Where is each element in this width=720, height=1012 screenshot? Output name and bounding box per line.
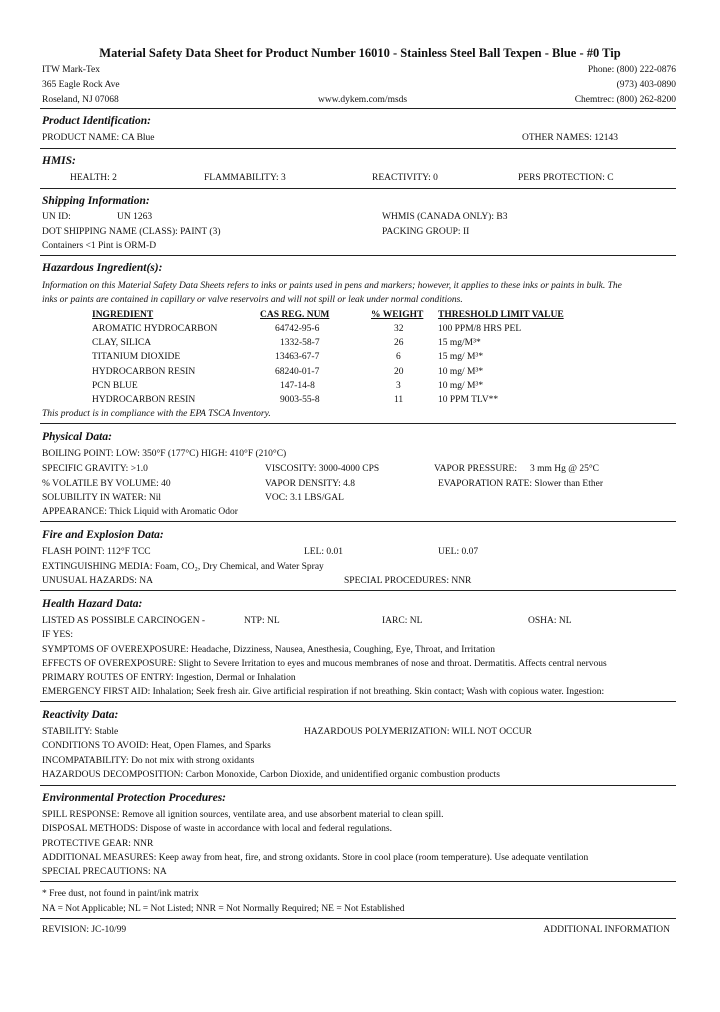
ingredient-tlv: 10 PPM TLV** bbox=[438, 395, 499, 405]
routes-of-entry: PRIMARY ROUTES OF ENTRY: Ingestion, Dermal or Inhalation bbox=[42, 673, 296, 683]
vapor-pressure-value: 3 mm Hg @ 25°C bbox=[530, 464, 600, 474]
ingredient-name: AROMATIC HYDROCARBON bbox=[92, 324, 218, 334]
vapor-pressure-label: VAPOR PRESSURE: bbox=[434, 464, 517, 474]
stability: STABILITY: Stable bbox=[42, 727, 119, 737]
if-yes: IF YES: bbox=[42, 630, 74, 640]
section-heading-health: Health Hazard Data: bbox=[42, 598, 143, 610]
col-header-tlv: THRESHOLD LIMIT VALUE bbox=[438, 310, 564, 320]
lel: LEL: 0.01 bbox=[304, 547, 344, 557]
voc: VOC: 3.1 LBS/GAL bbox=[265, 493, 344, 503]
document-title: Material Safety Data Sheet for Product Number 16010 - Stainless Steel Ball Texpen - Blue - #0 Tip bbox=[99, 46, 621, 60]
hazard-note-line2: inks or paints are contained in capillary or valve reservoirs and will not spill or leak under normal conditions. bbox=[42, 295, 463, 305]
overexposure-effects: EFFECTS OF OVEREXPOSURE: Slight to Severe Irritation to eyes and mucous membranes of nose and throat. Dermatitis. Affects central nervous bbox=[42, 659, 607, 669]
footnote-free-dust: * Free dust, not found in paint/ink matrix bbox=[42, 889, 199, 899]
section-heading-fire: Fire and Explosion Data: bbox=[42, 529, 164, 541]
col-header-ingredient: INGREDIENT bbox=[92, 310, 154, 320]
ingredient-weight: 11 bbox=[394, 395, 404, 405]
divider bbox=[40, 590, 676, 591]
unusual-hazards: UNUSUAL HAZARDS: NA bbox=[42, 576, 154, 586]
hmis-reactivity: REACTIVITY: 0 bbox=[372, 173, 438, 183]
ingredient-name: CLAY, SILICA bbox=[92, 338, 152, 348]
company-phone: Phone: (800) 222-0876 bbox=[587, 65, 676, 75]
additional-information: ADDITIONAL INFORMATION bbox=[543, 925, 670, 935]
divider bbox=[40, 881, 676, 882]
special-precautions: SPECIAL PRECAUTIONS: NA bbox=[42, 867, 167, 877]
possible-carcinogen: LISTED AS POSSIBLE CARCINOGEN - bbox=[42, 616, 206, 626]
company-website[interactable]: www.dykem.com/msds bbox=[318, 95, 408, 105]
solubility-in-water: SOLUBILITY IN WATER: Nil bbox=[42, 493, 162, 503]
section-heading-environmental: Environmental Protection Procedures: bbox=[42, 792, 226, 804]
hmis-health: HEALTH: 2 bbox=[70, 173, 117, 183]
ingredient-name: HYDROCARBON RESIN bbox=[92, 367, 196, 377]
packing-group: PACKING GROUP: II bbox=[382, 227, 470, 237]
overexposure-symptoms: SYMPTOMS OF OVEREXPOSURE: Headache, Dizziness, Nausea, Anesthesia, Coughing, Eye, Throat, and Irritation bbox=[42, 645, 495, 655]
ingredient-cas: 64742-95-6 bbox=[275, 324, 320, 334]
hmis-flammability: FLAMMABILITY: 3 bbox=[204, 173, 286, 183]
un-id-label: UN ID: bbox=[42, 212, 71, 222]
chemtrec-phone: Chemtrec: (800) 262-8200 bbox=[574, 95, 676, 105]
col-header-cas: CAS REG. NUM bbox=[260, 310, 330, 320]
hazard-note-line1: Information on this Material Safety Data Sheets refers to inks or paints used in pens and markers; however, it applies to these inks or paints in bulk. The bbox=[42, 281, 622, 291]
containers-note: Containers <1 Pint is ORM-D bbox=[42, 241, 157, 251]
volatile-by-volume: % VOLATILE BY VOLUME: 40 bbox=[42, 479, 171, 489]
section-heading-hazardous: Hazardous Ingredient(s): bbox=[42, 262, 163, 274]
ingredient-tlv: 100 PPM/8 HRS PEL bbox=[438, 324, 522, 334]
disposal-methods: DISPOSAL METHODS: Dispose of waste in accordance with local and federal regulations. bbox=[42, 824, 393, 834]
tsca-compliance: This product is in compliance with the EPA TSCA Inventory. bbox=[42, 409, 271, 419]
un-id-value: UN 1263 bbox=[117, 212, 153, 222]
iarc-listing: IARC: NL bbox=[382, 616, 423, 626]
section-heading-shipping: Shipping Information: bbox=[42, 195, 150, 207]
boiling-point: BOILING POINT: LOW: 350°F (177°C) HIGH: 410°F (210°C) bbox=[42, 449, 287, 459]
flash-point: FLASH POINT: 112°F TCC bbox=[42, 547, 151, 557]
incompatability: INCOMPATABILITY: Do not mix with strong oxidants bbox=[42, 756, 255, 766]
ingredient-weight: 26 bbox=[394, 338, 404, 348]
specific-gravity: SPECIFIC GRAVITY: >1.0 bbox=[42, 464, 148, 474]
uel: UEL: 0.07 bbox=[438, 547, 479, 557]
divider bbox=[40, 423, 676, 424]
whmis-class: WHMIS (CANADA ONLY): B3 bbox=[382, 212, 508, 222]
divider bbox=[40, 255, 676, 256]
section-heading-hmis: HMIS: bbox=[42, 155, 76, 167]
hazardous-decomposition: HAZARDOUS DECOMPOSITION: Carbon Monoxide, Carbon Dioxide, and unidentified organic combustion products bbox=[42, 770, 500, 780]
appearance: APPEARANCE: Thick Liquid with Aromatic Odor bbox=[42, 507, 238, 517]
vapor-density: VAPOR DENSITY: 4.8 bbox=[265, 479, 356, 489]
ingredient-cas: 13463-67-7 bbox=[275, 352, 320, 362]
protective-gear: PROTECTIVE GEAR: NNR bbox=[42, 839, 154, 849]
divider bbox=[40, 148, 676, 149]
divider bbox=[40, 918, 676, 919]
evaporation-rate: EVAPORATION RATE: Slower than Ether bbox=[438, 479, 604, 489]
additional-measures: ADDITIONAL MEASURES: Keep away from heat, fire, and strong oxidants. Store in cool place (room temperature). Use adequate ventilation bbox=[42, 853, 589, 863]
ingredient-name: HYDROCARBON RESIN bbox=[92, 395, 196, 405]
ingredient-tlv: 15 mg/ M³* bbox=[438, 352, 484, 362]
divider bbox=[40, 785, 676, 786]
company-name: ITW Mark-Tex bbox=[42, 65, 100, 75]
special-procedures: SPECIAL PROCEDURES: NNR bbox=[344, 576, 472, 586]
company-address-line1: 365 Eagle Rock Ave bbox=[42, 80, 120, 90]
ingredient-weight: 32 bbox=[394, 324, 404, 334]
ingredient-weight: 6 bbox=[396, 352, 401, 362]
ntp-listing: NTP: NL bbox=[244, 616, 280, 626]
osha-listing: OSHA: NL bbox=[528, 616, 572, 626]
divider bbox=[40, 521, 676, 522]
extinguishing-media: EXTINGUISHING MEDIA: Foam, CO₂, Dry Chemical, and Water Spray bbox=[42, 562, 324, 572]
ingredient-tlv: 10 mg/ M³* bbox=[438, 367, 484, 377]
ingredient-cas: 68240-01-7 bbox=[275, 367, 320, 377]
ingredient-cas: 9003-55-8 bbox=[280, 395, 320, 405]
section-heading-product: Product Identification: bbox=[42, 115, 151, 127]
ingredient-weight: 3 bbox=[396, 381, 401, 391]
conditions-to-avoid: CONDITIONS TO AVOID: Heat, Open Flames, and Sparks bbox=[42, 741, 271, 751]
ingredient-weight: 20 bbox=[394, 367, 404, 377]
hazardous-polymerization: HAZARDOUS POLYMERIZATION: WILL NOT OCCUR bbox=[304, 727, 532, 737]
ingredient-tlv: 10 mg/ M³* bbox=[438, 381, 484, 391]
hmis-pers-protection: PERS PROTECTION: C bbox=[518, 173, 614, 183]
spill-response: SPILL RESPONSE: Remove all ignition sources, ventilate area, and use absorbent material to clean spill. bbox=[42, 810, 444, 820]
emergency-first-aid: EMERGENCY FIRST AID: Inhalation; Seek fresh air. Give artificial respiration if not breathing. Skin contact; Wash with copious water. Ingestion: bbox=[42, 687, 605, 697]
ingredient-cas: 147-14-8 bbox=[280, 381, 315, 391]
ingredient-name: PCN BLUE bbox=[92, 381, 138, 391]
company-fax: (973) 403-0890 bbox=[616, 80, 676, 90]
ingredient-cas: 1332-58-7 bbox=[280, 338, 320, 348]
divider bbox=[40, 701, 676, 702]
section-heading-reactivity: Reactivity Data: bbox=[42, 709, 119, 721]
product-name: PRODUCT NAME: CA Blue bbox=[42, 133, 155, 143]
ingredient-tlv: 15 mg/M³* bbox=[438, 338, 481, 348]
viscosity: VISCOSITY: 3000-4000 CPS bbox=[265, 464, 380, 474]
divider bbox=[40, 188, 676, 189]
header-divider bbox=[40, 108, 676, 109]
col-header-weight: % WEIGHT bbox=[371, 310, 424, 320]
company-address-line2: Roseland, NJ 07068 bbox=[42, 95, 119, 105]
other-names: OTHER NAMES: 12143 bbox=[522, 133, 619, 143]
footnote-abbreviations: NA = Not Applicable; NL = Not Listed; NNR = Not Normally Required; NE = Not Established bbox=[42, 904, 405, 914]
ingredient-name: TITANIUM DIOXIDE bbox=[92, 352, 181, 362]
dot-shipping-name: DOT SHIPPING NAME (CLASS): PAINT (3) bbox=[42, 227, 221, 237]
section-heading-physical: Physical Data: bbox=[42, 431, 112, 443]
revision: REVISION: JC-10/99 bbox=[42, 925, 127, 935]
